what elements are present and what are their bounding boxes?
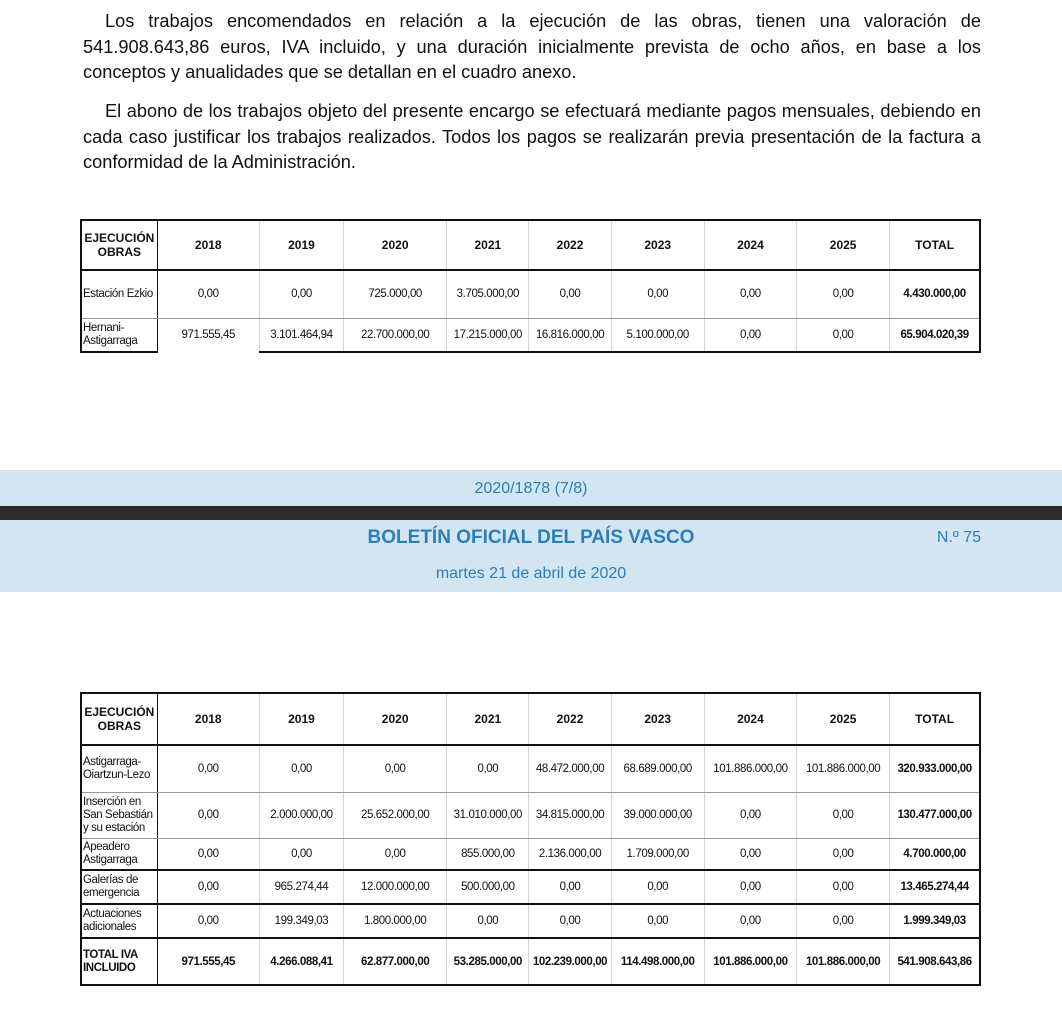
header-total: TOTAL [890,220,980,270]
cell-2024: 0,00 [704,904,796,938]
cell-total: 4.700.000,00 [890,838,980,870]
cell-2018: 0,00 [157,838,259,870]
cell-2024: 101.886.000,00 [704,745,796,792]
total-cell-2019: 4.266.088,41 [259,938,343,985]
table-header-row [81,220,980,270]
cell-2022: 0,00 [529,270,611,318]
document-reference: 2020/1878 (7/8) [474,480,588,497]
cell-2024: 0,00 [704,270,796,318]
header-2022: 2022 [529,220,611,270]
total-cell-2021: 53.285.000,00 [447,938,529,985]
paragraph-valoracion: Los trabajos encomendados en relación a la ejecución de las obras, tienen una valoración de 541.908.643,86 euros, IVA incluido, y una duración inicialmente prevista de ocho años, en base a los conceptos y anualidades que se detallan en el cuadro anexo. [83,11,981,82]
cell-2018: 0,00 [157,904,259,938]
row-label: Galerías de emergencia [81,870,157,904]
cell-2021: 0,00 [447,745,529,792]
total-cell-2023: 114.498.000,00 [611,938,704,985]
cell-2018: 0,00 [157,745,259,792]
header-2019: 2019 [259,220,343,270]
cell-total: 65.904.020,39 [890,318,980,352]
cell-2021: 31.010.000,00 [447,792,529,838]
header-2023: 2023 [611,220,704,270]
cell-2019: 3.101.464,94 [259,318,343,352]
cell-2021: 500.000,00 [447,870,529,904]
header-2019: 2019 [259,693,343,745]
total-cell-total: 541.908.643,86 [890,938,980,985]
cell-2021: 17.215.000,00 [447,318,529,352]
cell-2024: 0,00 [704,792,796,838]
cell-2023: 0,00 [611,904,704,938]
header-2018: 2018 [157,693,259,745]
header-2020: 2020 [344,220,447,270]
cell-2022: 16.816.000,00 [529,318,611,352]
page-divider [0,506,1062,520]
cell-2022: 34.815.000,00 [529,792,611,838]
header-2024: 2024 [704,220,796,270]
table-row [81,870,980,904]
cell-2020: 1.800.000,00 [344,904,447,938]
cell-2021: 855.000,00 [447,838,529,870]
total-row-label: TOTAL IVA INCLUIDO [83,948,138,974]
table-row [81,838,980,870]
cell-2023: 1.709.000,00 [611,838,704,870]
cell-2020: 22.700.000,00 [344,318,447,352]
cell-total: 13.465.274,44 [890,870,980,904]
cell-2018: 971.555,45 [157,318,259,352]
paragraph-abono: El abono de los trabajos objeto del presente encargo se efectuará mediante pagos mensuales, debiendo en cada caso justificar los trabajos realizados. Todos los pagos se realizarán previa presentación de la factura a conformidad de la Administración. [83,101,981,172]
cell-2022: 48.472.000,00 [529,745,611,792]
cell-2018: 0,00 [157,270,259,318]
header-2022: 2022 [529,693,611,745]
header-2025: 2025 [797,220,890,270]
table-header-row [81,693,980,745]
cell-2019: 199.349,03 [259,904,343,938]
cell-2020: 25.652.000,00 [344,792,447,838]
cell-2024: 0,00 [704,318,796,352]
table-row [81,270,980,318]
header-ejecucion-obras: EJECUCIÓN OBRAS [84,231,155,259]
table-row [81,792,980,838]
cell-2023: 39.000.000,00 [611,792,704,838]
header-2021: 2021 [447,220,529,270]
cell-2019: 965.274,44 [259,870,343,904]
cell-2022: 2.136.000,00 [529,838,611,870]
cell-2019: 0,00 [259,270,343,318]
bulletin-title: BOLETÍN OFICIAL DEL PAÍS VASCO [367,527,695,548]
cell-2019: 2.000.000,00 [259,792,343,838]
cell-total: 4.430.000,00 [890,270,980,318]
header-2018: 2018 [157,220,259,270]
row-label: Hernani-Astigarraga [81,318,157,352]
total-cell-2024: 101.886.000,00 [704,938,796,985]
row-label: Actuaciones adicionales [81,904,157,938]
anualidades-table-2 [80,692,981,986]
total-cell-2018: 971.555,45 [157,938,259,985]
cell-2024: 0,00 [704,870,796,904]
cell-2018: 0,00 [157,792,259,838]
cell-2019: 0,00 [259,745,343,792]
row-label: Astigarraga-Oiartzun-Lezo [81,745,157,792]
row-label: Apeadero Astigarraga [81,838,157,870]
table-total-row [81,938,980,985]
cell-2021: 0,00 [447,904,529,938]
cell-2018: 0,00 [157,870,259,904]
cell-2023: 0,00 [611,870,704,904]
total-cell-2022: 102.239.000,00 [529,938,611,985]
cell-total: 1.999.349,03 [890,904,980,938]
cell-2023: 68.689.000,00 [611,745,704,792]
header-total: TOTAL [890,693,980,745]
publication-date: martes 21 de abril de 2020 [435,565,627,582]
cell-2025: 0,00 [797,792,890,838]
header-2023: 2023 [611,693,704,745]
cell-2019: 0,00 [259,838,343,870]
cell-2022: 0,00 [529,904,611,938]
row-label: Estación Ezkio [81,270,157,318]
header-2025: 2025 [797,693,890,745]
table-row [81,745,980,792]
cell-2025: 0,00 [797,838,890,870]
cell-2025: 0,00 [797,270,890,318]
cell-2025: 0,00 [797,870,890,904]
cell-total: 130.477.000,00 [890,792,980,838]
cell-2021: 3.705.000,00 [447,270,529,318]
cell-2020: 0,00 [344,838,447,870]
issue-number: N.º 75 [936,529,981,546]
header-2020: 2020 [344,693,447,745]
total-cell-2025: 101.886.000,00 [797,938,890,985]
cell-total: 320.933.000,00 [890,745,980,792]
cell-2025: 101.886.000,00 [797,745,890,792]
header-2024: 2024 [704,693,796,745]
cell-2024: 0,00 [704,838,796,870]
anualidades-table-1 [80,219,981,353]
cell-2023: 0,00 [611,270,704,318]
cell-2020: 0,00 [344,745,447,792]
cell-2025: 0,00 [797,318,890,352]
table-row [81,904,980,938]
header-2021: 2021 [447,693,529,745]
table-row [81,318,980,352]
cell-2023: 5.100.000,00 [611,318,704,352]
total-cell-2020: 62.877.000,00 [344,938,447,985]
row-label: Inserción en San Sebastián y su estación [81,792,157,838]
header-ejecucion-obras: EJECUCIÓN OBRAS [84,705,155,733]
cell-2020: 725.000,00 [344,270,447,318]
cell-2020: 12.000.000,00 [344,870,447,904]
cell-2025: 0,00 [797,904,890,938]
cell-2022: 0,00 [529,870,611,904]
